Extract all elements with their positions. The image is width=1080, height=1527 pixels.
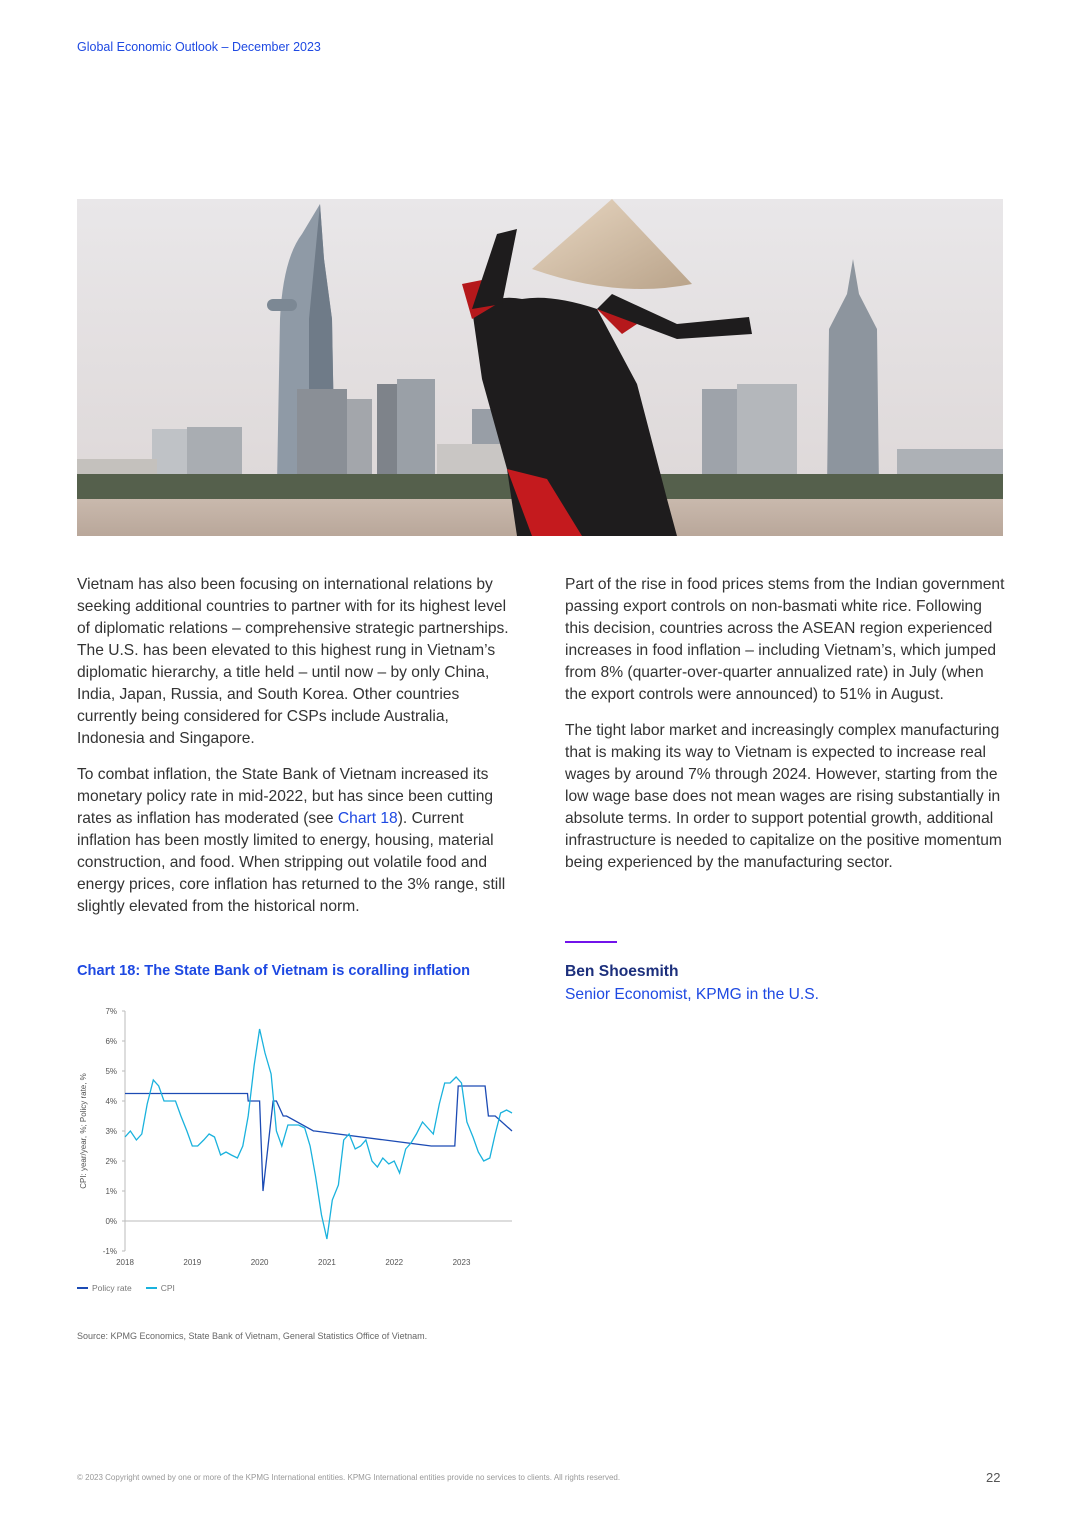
y-axis-label: CPI: year/year, %; Policy rate, %: [79, 1073, 88, 1189]
right-paragraph-2: The tight labor market and increasingly complex manufacturing that is making its way to Vietnam is expected to increase real wages by around 7% through 2024. However, starting from the low wage base does not mean wages are rising substantially in absolute terms. In order to support potential growth, additional infrastructure is needed to capitalize on the positive momentum being experienced by the manufacturing sector.: [565, 722, 1002, 871]
hero-photo: [77, 199, 1003, 536]
chart-legend: [77, 1283, 175, 1293]
chart-18: [70, 1000, 520, 1280]
document-header: Global Economic Outlook – December 2023: [77, 40, 321, 54]
legend-item-cpi: [146, 1283, 175, 1293]
x-tick-label: 2021: [318, 1258, 336, 1267]
left-column: [77, 574, 517, 932]
author-divider: [565, 941, 617, 943]
legend-label: Policy rate: [92, 1283, 132, 1293]
paragraph-text: ). Current inflation has been mostly limited to energy, housing, material construction, and food. When stripping out volatile food and energy prices, core inflation has returned to the 3% range, still slightly elevated from the historical norm.: [77, 810, 506, 915]
series-line-policy-rate: [125, 1086, 512, 1191]
copyright-footer: © 2023 Copyright owned by one or more of the KPMG International entities. KPMG International entities provide no services to clients. All rights reserved.: [77, 1473, 621, 1482]
y-tick-label: 4%: [105, 1097, 117, 1106]
y-tick-label: 3%: [105, 1127, 117, 1136]
chart-title: Chart 18: The State Bank of Vietnam is coralling inflation: [77, 963, 471, 979]
x-tick-label: 2019: [183, 1258, 202, 1267]
chart-source: Source: KPMG Economics, State Bank of Vietnam, General Statistics Office of Vietnam.: [77, 1331, 428, 1341]
page-number: 22: [986, 1470, 1001, 1485]
y-tick-label: 6%: [105, 1037, 117, 1046]
left-paragraph-2: [77, 764, 517, 918]
paragraph-text: To combat inflation, the State Bank of Vietnam increased its monetary policy rate in mid-2022, but has since been cutting rates as inflation has moderated (see: [77, 766, 494, 827]
left-paragraph-1: Vietnam has also been focusing on international relations by seeking additional countries to partner with for its highest level of diplomatic relations – comprehensive strategic partnerships. The U.S. has been elevated to this highest rung in Vietnam’s diplomatic hierarchy, a title held – until now – by only China, India, Japan, Russia, and South Korea. Other countries currently being considered for CSPs include Australia, Indonesia and Singapore.: [77, 576, 509, 747]
legend-swatch: [77, 1287, 88, 1289]
author-name: Ben Shoesmith: [565, 963, 679, 980]
chart-svg: [70, 1000, 520, 1275]
x-tick-label: 2018: [116, 1258, 134, 1267]
right-paragraph-1: Part of the rise in food prices stems from the Indian government passing export controls on non-basmati white rice. Following this decision, countries across the ASEAN region experienced increases in food inflation – including Vietnam’s, which jumped from 8% (quarter-over-quarter annualized rate) in July (when the export controls were announced) to 51% in August.: [565, 576, 1005, 703]
y-tick-label: 1%: [105, 1187, 117, 1196]
x-tick-label: 2023: [452, 1258, 471, 1267]
legend-label: CPI: [160, 1283, 175, 1293]
y-tick-label: 2%: [105, 1157, 117, 1166]
y-tick-label: -1%: [102, 1247, 117, 1256]
x-tick-label: 2022: [385, 1258, 404, 1267]
series-line-cpi: [125, 1029, 512, 1239]
author-title: Senior Economist, KPMG in the U.S.: [565, 986, 819, 1003]
vietnam-skyline-photo-icon: [77, 199, 1003, 536]
y-tick-label: 7%: [105, 1007, 117, 1016]
right-column: [565, 574, 1005, 888]
legend-swatch: [146, 1287, 157, 1289]
chart-18-link[interactable]: Chart 18: [337, 810, 398, 827]
y-tick-label: 5%: [105, 1067, 117, 1076]
legend-item-policy-rate: [77, 1283, 132, 1293]
x-tick-label: 2020: [250, 1258, 269, 1267]
y-tick-label: 0%: [105, 1217, 117, 1226]
